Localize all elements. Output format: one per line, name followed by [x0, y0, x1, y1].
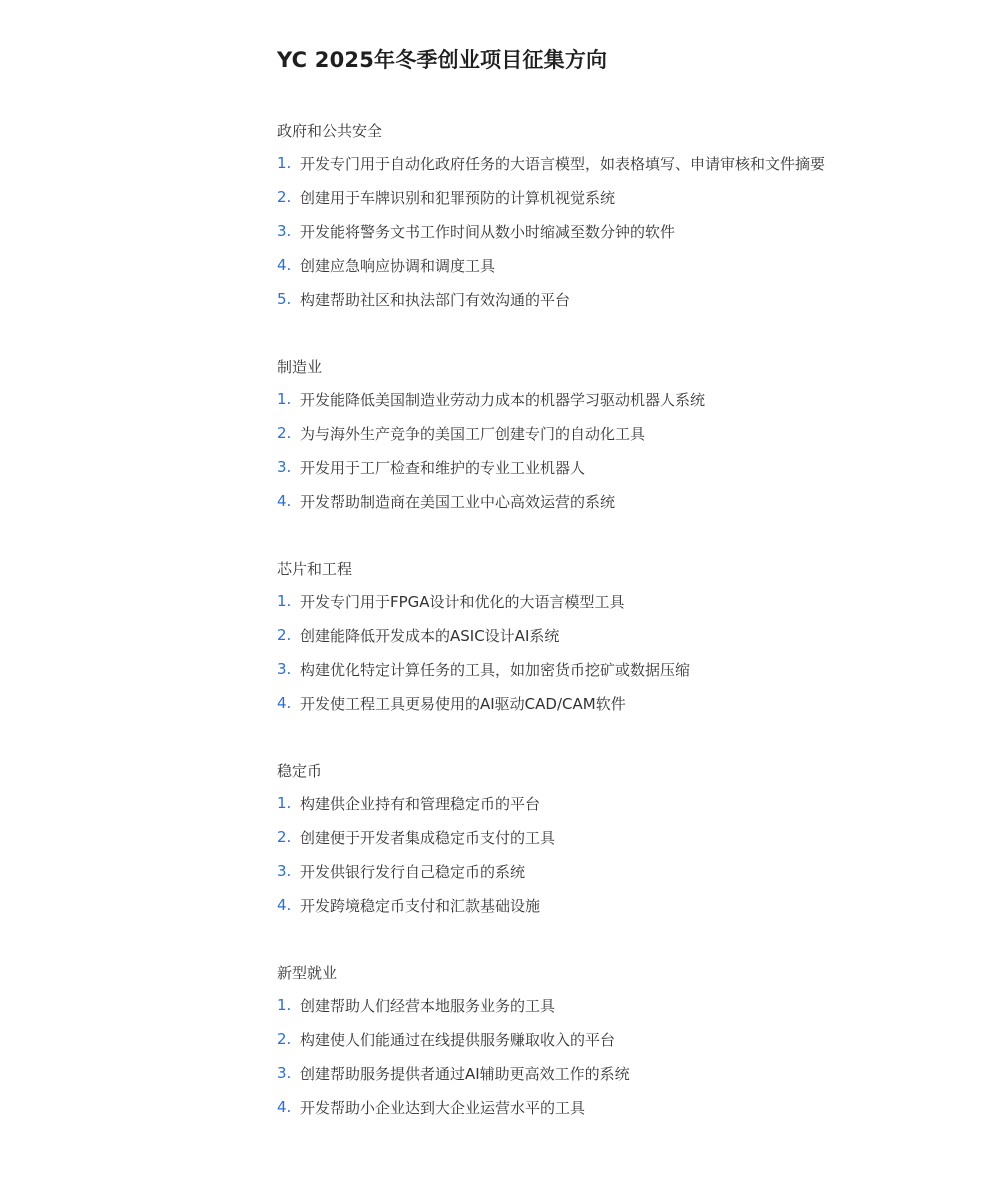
list-item-text: 构建使人们能通过在线提供服务赚取收入的平台: [300, 1030, 616, 1049]
list-item-text: 开发跨境稳定币支付和汇款基础设施: [300, 896, 541, 915]
list-item: [277, 146, 977, 180]
list-number: 4.: [277, 492, 292, 510]
list-item: [277, 382, 977, 416]
section-manufacturing: [277, 356, 977, 518]
list-item: [277, 1022, 977, 1056]
list-item-text: 开发专门用于自动化政府任务的大语言模型，如表格填写、申请审核和文件摘要: [300, 154, 826, 173]
list-item-text: 构建供企业持有和管理稳定币的平台: [300, 794, 541, 813]
section-heading: 芯片和工程: [277, 560, 353, 578]
list-number: 1.: [277, 996, 292, 1014]
list-number: 2.: [277, 188, 292, 206]
list-number: 5.: [277, 290, 292, 308]
list-item-text: 为与海外生产竞争的美国工厂创建专门的自动化工具: [300, 424, 646, 443]
list-item-text: 开发用于工厂检查和维护的专业工业机器人: [300, 458, 586, 477]
list-number: 3.: [277, 862, 292, 880]
list-item-text: 创建用于车牌识别和犯罪预防的计算机视觉系统: [300, 188, 616, 207]
list-number: 2.: [277, 828, 292, 846]
numbered-list: [277, 988, 977, 1124]
list-item-text: 构建优化特定计算任务的工具，如加密货币挖矿或数据压缩: [300, 660, 691, 679]
list-item: [277, 618, 977, 652]
list-number: 3.: [277, 458, 292, 476]
list-item: [277, 180, 977, 214]
list-item: [277, 484, 977, 518]
numbered-list: [277, 146, 977, 316]
section-chips-engineering: [277, 558, 977, 720]
list-number: 4.: [277, 896, 292, 914]
list-item-text: 开发专门用于FPGA设计和优化的大语言模型工具: [300, 592, 625, 611]
list-item-text: 创建应急响应协调和调度工具: [300, 256, 496, 275]
list-item: [277, 1056, 977, 1090]
list-item: [277, 786, 977, 820]
list-item: [277, 652, 977, 686]
list-number: 3.: [277, 1064, 292, 1082]
section-heading: 政府和公共安全: [277, 122, 383, 140]
list-item-text: 开发帮助小企业达到大企业运营水平的工具: [300, 1098, 586, 1117]
section-stablecoins: [277, 760, 977, 922]
list-item: [277, 282, 977, 316]
list-number: 3.: [277, 660, 292, 678]
list-number: 1.: [277, 154, 292, 172]
list-item-text: 开发能降低美国制造业劳动力成本的机器学习驱动机器人系统: [300, 390, 706, 409]
list-item: [277, 248, 977, 282]
numbered-list: [277, 382, 977, 518]
numbered-list: [277, 786, 977, 922]
list-item: [277, 820, 977, 854]
section-heading: 新型就业: [277, 964, 338, 982]
list-number: 3.: [277, 222, 292, 240]
list-item: [277, 214, 977, 248]
numbered-list: [277, 584, 977, 720]
list-item-text: 创建帮助服务提供者通过AI辅助更高效工作的系统: [300, 1064, 630, 1083]
list-number: 2.: [277, 1030, 292, 1048]
list-number: 1.: [277, 794, 292, 812]
section-new-employment: [277, 962, 977, 1124]
section-heading: 制造业: [277, 358, 323, 376]
document-page: [277, 44, 977, 1124]
section-heading: 稳定币: [277, 762, 323, 780]
list-number: 2.: [277, 424, 292, 442]
list-item-text: 开发帮助制造商在美国工业中心高效运营的系统: [300, 492, 616, 511]
list-item-text: 开发供银行发行自己稳定币的系统: [300, 862, 526, 881]
list-item: [277, 584, 977, 618]
page-title: YC 2025年冬季创业项目征集方向: [277, 48, 608, 72]
list-item-text: 开发使工程工具更易使用的AI驱动CAD/CAM软件: [300, 694, 626, 713]
list-number: 4.: [277, 256, 292, 274]
list-item-text: 创建便于开发者集成稳定币支付的工具: [300, 828, 556, 847]
list-number: 2.: [277, 626, 292, 644]
list-item-text: 创建帮助人们经营本地服务业务的工具: [300, 996, 556, 1015]
list-item: [277, 450, 977, 484]
list-item-text: 开发能将警务文书工作时间从数小时缩减至数分钟的软件: [300, 222, 676, 241]
list-item: [277, 1090, 977, 1124]
list-item: [277, 416, 977, 450]
list-number: 4.: [277, 694, 292, 712]
list-item: [277, 854, 977, 888]
list-number: 1.: [277, 592, 292, 610]
list-item: [277, 686, 977, 720]
list-item: [277, 988, 977, 1022]
list-item-text: 构建帮助社区和执法部门有效沟通的平台: [300, 290, 571, 309]
list-number: 1.: [277, 390, 292, 408]
list-number: 4.: [277, 1098, 292, 1116]
section-government: [277, 120, 977, 316]
list-item-text: 创建能降低开发成本的ASIC设计AI系统: [300, 626, 560, 645]
list-item: [277, 888, 977, 922]
